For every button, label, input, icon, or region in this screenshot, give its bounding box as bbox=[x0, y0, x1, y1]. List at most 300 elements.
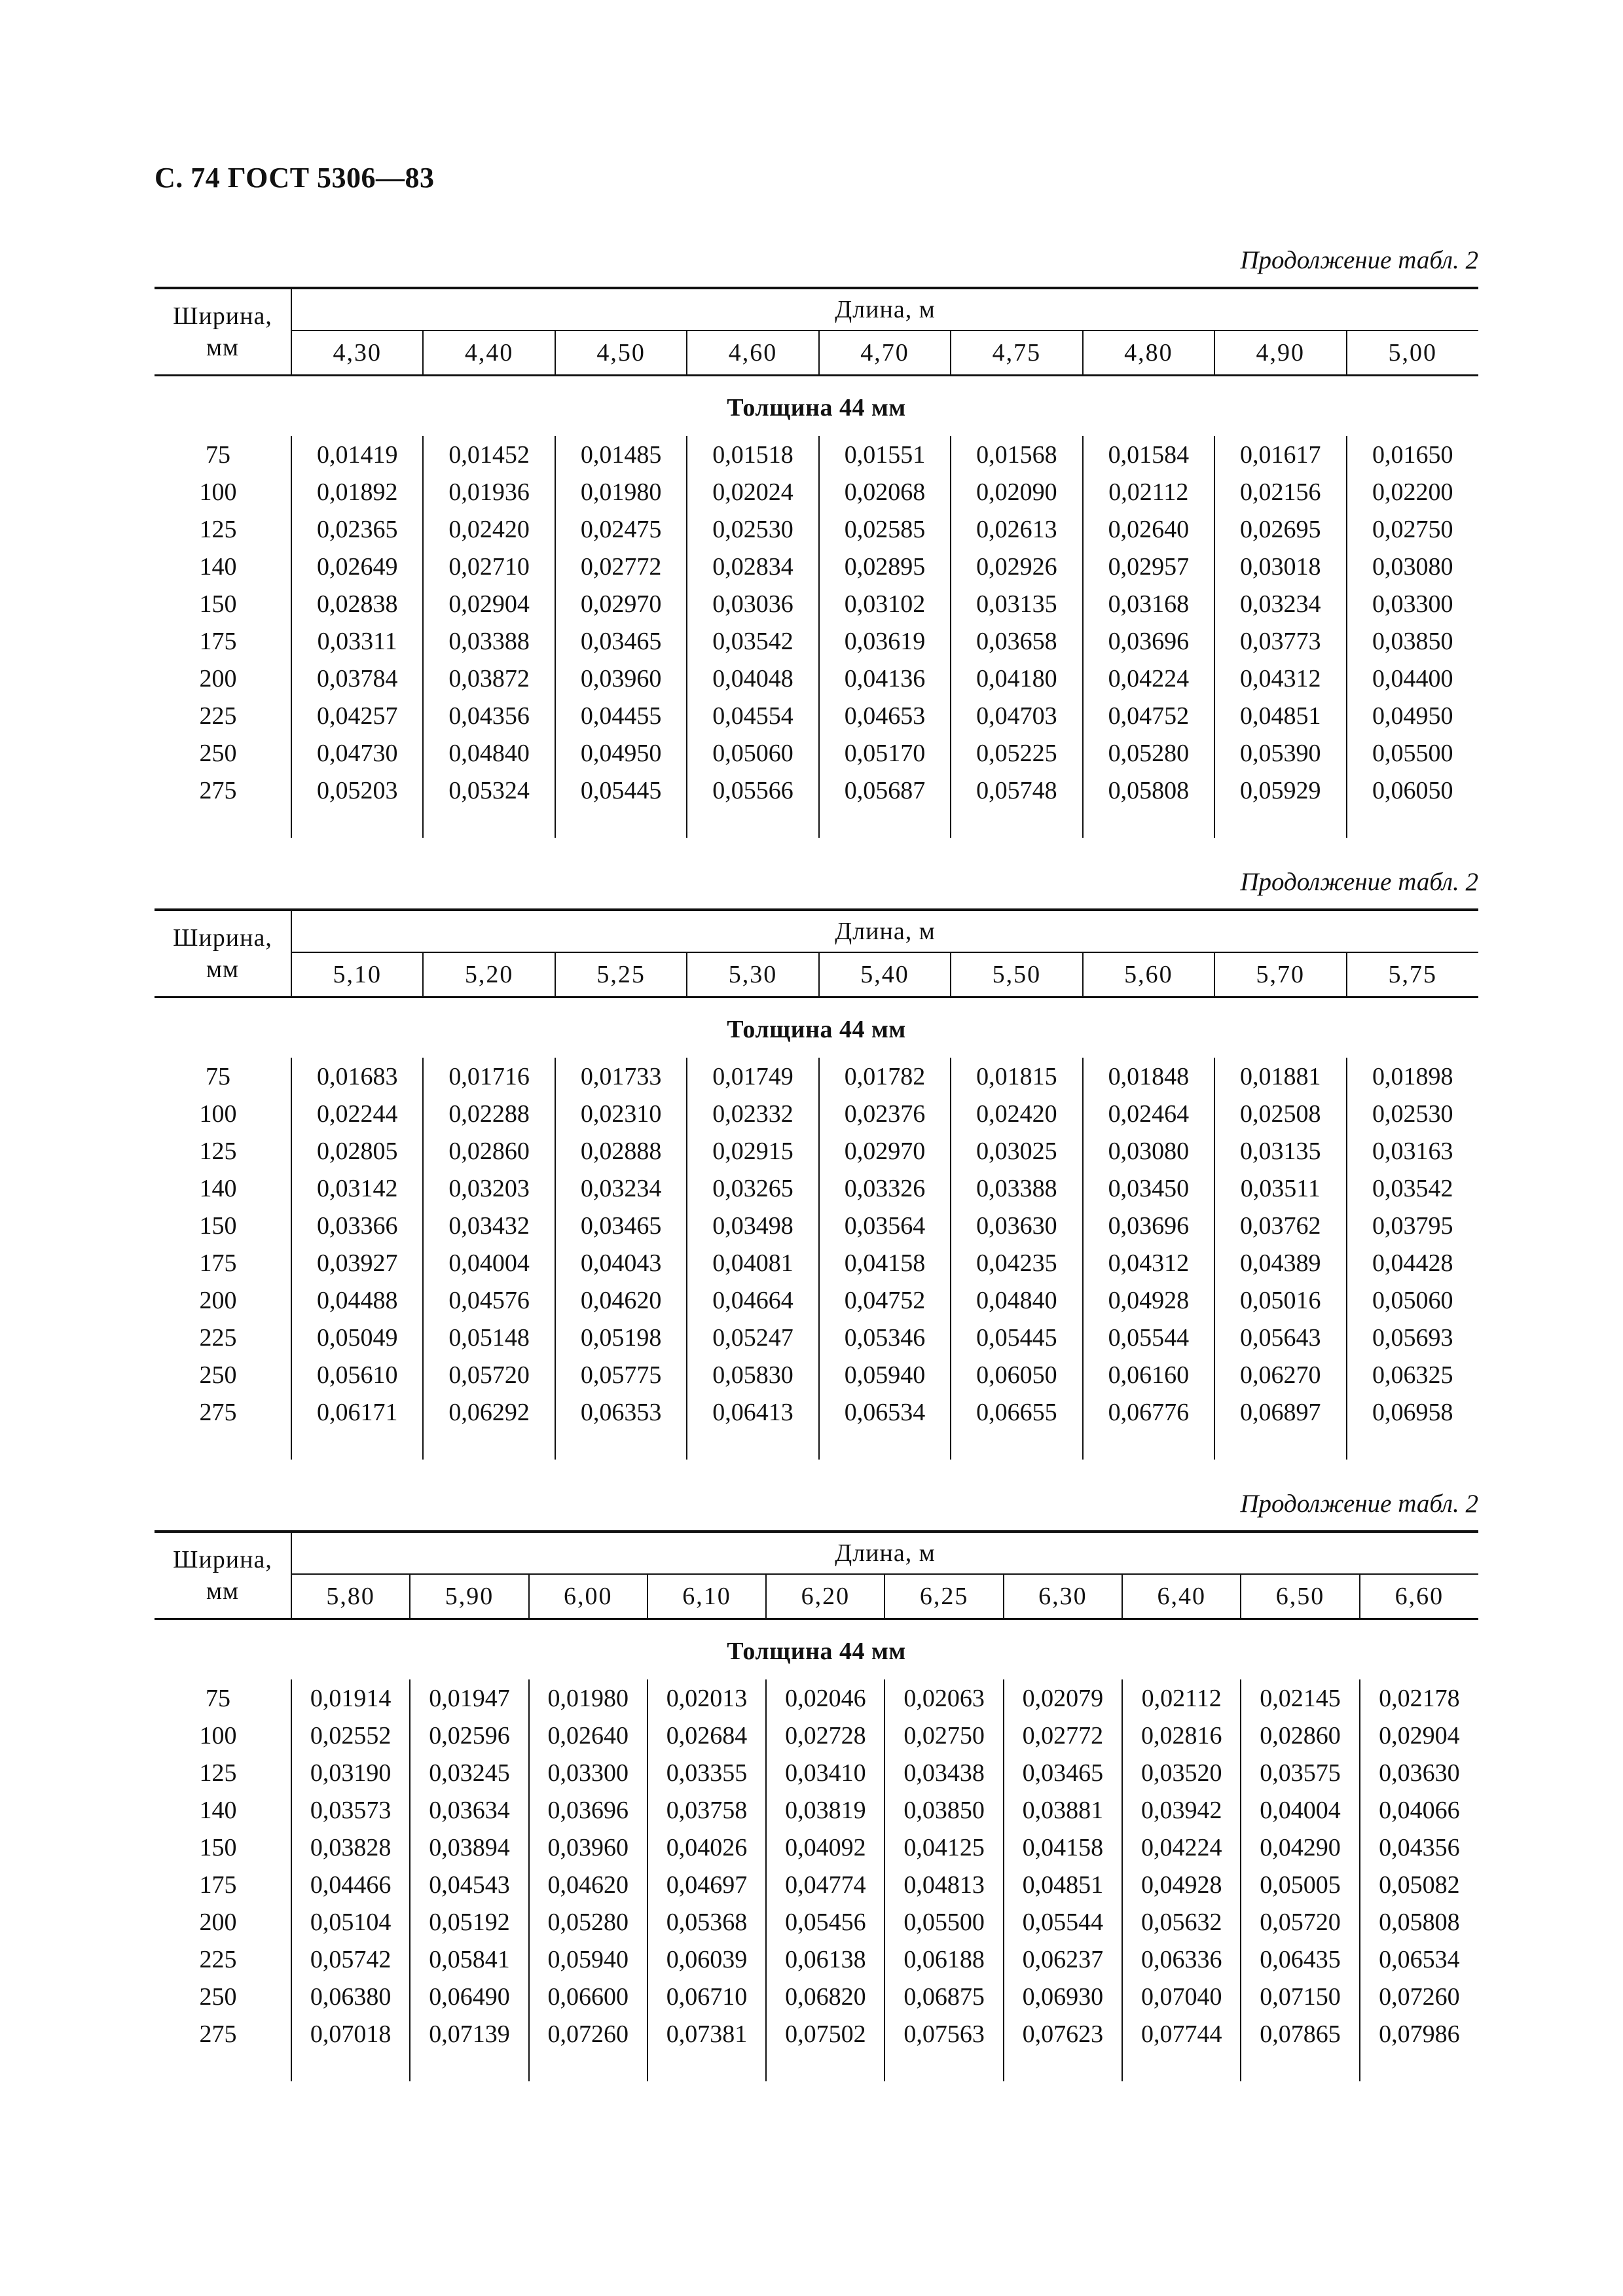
volume-cell: 0,02145 bbox=[1241, 1679, 1359, 1717]
volume-cell: 0,04703 bbox=[951, 697, 1082, 734]
table-row bbox=[155, 1679, 1478, 1717]
volume-cell: 0,01568 bbox=[951, 436, 1082, 473]
thickness-row bbox=[155, 1619, 1478, 1680]
length-column-header: 4,80 bbox=[1083, 331, 1214, 376]
volume-cell: 0,04752 bbox=[819, 1282, 951, 1319]
spacer-cell bbox=[1083, 809, 1214, 838]
volume-cell: 0,02860 bbox=[423, 1132, 555, 1170]
volume-cell: 0,03300 bbox=[1347, 585, 1479, 622]
table-block bbox=[155, 865, 1478, 1460]
volume-cell: 0,04400 bbox=[1347, 660, 1479, 697]
header-row bbox=[155, 910, 1478, 952]
volume-cell: 0,06600 bbox=[529, 1978, 647, 2015]
volume-cell: 0,05060 bbox=[1347, 1282, 1479, 1319]
volume-cell: 0,04840 bbox=[951, 1282, 1082, 1319]
volume-cell: 0,04840 bbox=[423, 734, 555, 772]
volume-cell: 0,01914 bbox=[291, 1679, 410, 1717]
table-row bbox=[155, 1829, 1478, 1866]
thickness-label: Толщина 44 мм bbox=[727, 1016, 906, 1043]
table-row bbox=[155, 772, 1478, 809]
length-column-header: 5,10 bbox=[291, 952, 423, 997]
table-row bbox=[155, 511, 1478, 548]
volume-cell: 0,03696 bbox=[1083, 1207, 1214, 1244]
table-row bbox=[155, 697, 1478, 734]
volume-cell: 0,05324 bbox=[423, 772, 555, 809]
width-cell: 275 bbox=[199, 776, 237, 804]
volume-cell: 0,04774 bbox=[766, 1866, 884, 1903]
volume-cell: 0,01650 bbox=[1347, 436, 1479, 473]
volume-cell: 0,04576 bbox=[423, 1282, 555, 1319]
volume-cell: 0,05500 bbox=[884, 1903, 1003, 1941]
spacer-cell bbox=[423, 809, 555, 838]
volume-cell: 0,02613 bbox=[951, 511, 1082, 548]
volume-cell: 0,02310 bbox=[555, 1095, 687, 1132]
length-header: Длина, м bbox=[291, 910, 1478, 952]
width-cell: 75 bbox=[206, 1684, 230, 1712]
volume-cell: 0,03511 bbox=[1214, 1170, 1346, 1207]
length-column-header: 6,60 bbox=[1360, 1574, 1478, 1619]
width-cell: 225 bbox=[199, 1323, 237, 1352]
volume-cell: 0,05456 bbox=[766, 1903, 884, 1941]
length-column-header: 6,25 bbox=[884, 1574, 1003, 1619]
spacer-cell bbox=[291, 1431, 423, 1460]
volume-cell: 0,05500 bbox=[1347, 734, 1479, 772]
volume-cell: 0,04180 bbox=[951, 660, 1082, 697]
volume-cell: 0,03326 bbox=[819, 1170, 951, 1207]
volume-cell: 0,05929 bbox=[1214, 772, 1346, 809]
volume-cell: 0,06534 bbox=[1360, 1941, 1478, 1978]
width-cell: 100 bbox=[199, 1100, 237, 1128]
volume-cell: 0,06292 bbox=[423, 1393, 555, 1431]
table-row bbox=[155, 1356, 1478, 1393]
volume-cell: 0,04224 bbox=[1083, 660, 1214, 697]
volume-cell: 0,02530 bbox=[1347, 1095, 1479, 1132]
thickness-label: Толщина 44 мм bbox=[727, 1638, 906, 1665]
volume-cell: 0,03542 bbox=[1347, 1170, 1479, 1207]
width-cell: 250 bbox=[199, 1361, 237, 1389]
volume-cell: 0,03696 bbox=[1083, 622, 1214, 660]
length-column-header: 5,30 bbox=[687, 952, 818, 997]
volume-cell: 0,06050 bbox=[1347, 772, 1479, 809]
volume-cell: 0,05720 bbox=[423, 1356, 555, 1393]
width-cell: 200 bbox=[199, 1286, 237, 1314]
volume-cell: 0,05720 bbox=[1241, 1903, 1359, 1941]
volume-cell: 0,05225 bbox=[951, 734, 1082, 772]
volume-cell: 0,03850 bbox=[884, 1791, 1003, 1829]
volume-cell: 0,05445 bbox=[555, 772, 687, 809]
volume-cell: 0,05368 bbox=[647, 1903, 766, 1941]
length-column-header: 6,30 bbox=[1004, 1574, 1122, 1619]
length-values-row bbox=[155, 331, 1478, 376]
volume-cell: 0,02508 bbox=[1214, 1095, 1346, 1132]
volume-cell: 0,05203 bbox=[291, 772, 423, 809]
volume-cell: 0,02772 bbox=[555, 548, 687, 585]
table-row bbox=[155, 734, 1478, 772]
volume-cell: 0,07563 bbox=[884, 2015, 1003, 2053]
volume-cell: 0,03658 bbox=[951, 622, 1082, 660]
thickness-row bbox=[155, 997, 1478, 1058]
length-column-header: 5,00 bbox=[1347, 331, 1479, 376]
volume-cell: 0,03018 bbox=[1214, 548, 1346, 585]
volume-cell: 0,03942 bbox=[1122, 1791, 1241, 1829]
volume-cell: 0,05742 bbox=[291, 1941, 410, 1978]
length-column-header: 5,70 bbox=[1214, 952, 1346, 997]
width-cell: 100 bbox=[199, 1721, 237, 1749]
volume-cell: 0,05940 bbox=[819, 1356, 951, 1393]
width-cell: 150 bbox=[199, 1211, 237, 1240]
volume-cell: 0,04158 bbox=[819, 1244, 951, 1282]
volume-cell: 0,04664 bbox=[687, 1282, 818, 1319]
volume-cell: 0,03432 bbox=[423, 1207, 555, 1244]
volume-cell: 0,02063 bbox=[884, 1679, 1003, 1717]
width-cell: 125 bbox=[199, 1137, 237, 1165]
volume-cell: 0,06270 bbox=[1214, 1356, 1346, 1393]
volume-cell: 0,03465 bbox=[555, 1207, 687, 1244]
volume-cell: 0,06875 bbox=[884, 1978, 1003, 2015]
volume-cell: 0,02552 bbox=[291, 1717, 410, 1754]
volume-cell: 0,04004 bbox=[1241, 1791, 1359, 1829]
volume-cell: 0,01980 bbox=[555, 473, 687, 511]
volume-cell: 0,07865 bbox=[1241, 2015, 1359, 2053]
volume-cell: 0,02420 bbox=[951, 1095, 1082, 1132]
volume-cell: 0,03265 bbox=[687, 1170, 818, 1207]
volume-cell: 0,04428 bbox=[1347, 1244, 1479, 1282]
volume-cell: 0,03450 bbox=[1083, 1170, 1214, 1207]
table-row bbox=[155, 1866, 1478, 1903]
volume-cell: 0,03575 bbox=[1241, 1754, 1359, 1791]
spacer-cell bbox=[155, 809, 291, 838]
spacer-cell bbox=[951, 809, 1082, 838]
volume-table bbox=[155, 908, 1478, 1460]
volume-cell: 0,04851 bbox=[1004, 1866, 1122, 1903]
spacer-cell bbox=[1241, 2053, 1359, 2081]
volume-cell: 0,01683 bbox=[291, 1058, 423, 1095]
table-bottom-spacer bbox=[155, 2053, 1478, 2081]
volume-cell: 0,03696 bbox=[529, 1791, 647, 1829]
volume-cell: 0,04356 bbox=[1360, 1829, 1478, 1866]
volume-cell: 0,02376 bbox=[819, 1095, 951, 1132]
volume-cell: 0,03300 bbox=[529, 1754, 647, 1791]
volume-cell: 0,07018 bbox=[291, 2015, 410, 2053]
spacer-cell bbox=[155, 2053, 291, 2081]
volume-cell: 0,02332 bbox=[687, 1095, 818, 1132]
length-header: Длина, м bbox=[291, 288, 1478, 331]
volume-cell: 0,03872 bbox=[423, 660, 555, 697]
continuation-note: Продолжение табл. 2 bbox=[1240, 1490, 1478, 1518]
volume-cell: 0,06958 bbox=[1347, 1393, 1479, 1431]
width-cell: 140 bbox=[199, 1796, 237, 1824]
width-cell: 100 bbox=[199, 478, 237, 506]
volume-cell: 0,03135 bbox=[1214, 1132, 1346, 1170]
volume-cell: 0,05632 bbox=[1122, 1903, 1241, 1941]
volume-cell: 0,01518 bbox=[687, 436, 818, 473]
volume-cell: 0,04697 bbox=[647, 1866, 766, 1903]
length-column-header: 4,90 bbox=[1214, 331, 1346, 376]
volume-cell: 0,02838 bbox=[291, 585, 423, 622]
length-column-header: 5,80 bbox=[291, 1574, 410, 1619]
width-header: Ширина, мм bbox=[155, 910, 291, 997]
length-column-header: 4,75 bbox=[951, 331, 1082, 376]
volume-cell: 0,03828 bbox=[291, 1829, 410, 1866]
volume-cell: 0,01617 bbox=[1214, 436, 1346, 473]
volume-cell: 0,07381 bbox=[647, 2015, 766, 2053]
length-column-header: 5,50 bbox=[951, 952, 1082, 997]
volume-cell: 0,04066 bbox=[1360, 1791, 1478, 1829]
spacer-cell bbox=[423, 1431, 555, 1460]
volume-cell: 0,04043 bbox=[555, 1244, 687, 1282]
volume-cell: 0,05170 bbox=[819, 734, 951, 772]
volume-cell: 0,02805 bbox=[291, 1132, 423, 1170]
volume-cell: 0,02695 bbox=[1214, 511, 1346, 548]
volume-cell: 0,05280 bbox=[1083, 734, 1214, 772]
volume-cell: 0,04851 bbox=[1214, 697, 1346, 734]
volume-cell: 0,02090 bbox=[951, 473, 1082, 511]
volume-cell: 0,05808 bbox=[1360, 1903, 1478, 1941]
width-cell: 175 bbox=[199, 1249, 237, 1277]
volume-cell: 0,05247 bbox=[687, 1319, 818, 1356]
volume-cell: 0,05566 bbox=[687, 772, 818, 809]
volume-cell: 0,06710 bbox=[647, 1978, 766, 2015]
length-column-header: 5,20 bbox=[423, 952, 555, 997]
volume-cell: 0,01892 bbox=[291, 473, 423, 511]
volume-cell: 0,05049 bbox=[291, 1319, 423, 1356]
volume-cell: 0,06380 bbox=[291, 1978, 410, 2015]
volume-cell: 0,03784 bbox=[291, 660, 423, 697]
spacer-cell bbox=[1214, 809, 1346, 838]
continuation-note: Продолжение табл. 2 bbox=[1240, 868, 1478, 896]
volume-cell: 0,03630 bbox=[951, 1207, 1082, 1244]
volume-cell: 0,04389 bbox=[1214, 1244, 1346, 1282]
volume-cell: 0,03036 bbox=[687, 585, 818, 622]
volume-cell: 0,07986 bbox=[1360, 2015, 1478, 2053]
volume-cell: 0,05148 bbox=[423, 1319, 555, 1356]
spacer-cell bbox=[555, 1431, 687, 1460]
volume-cell: 0,04455 bbox=[555, 697, 687, 734]
volume-cell: 0,03234 bbox=[555, 1170, 687, 1207]
volume-cell: 0,02079 bbox=[1004, 1679, 1122, 1717]
thickness-label: Толщина 44 мм bbox=[727, 394, 906, 422]
volume-cell: 0,03366 bbox=[291, 1207, 423, 1244]
spacer-cell bbox=[884, 2053, 1003, 2081]
length-column-header: 6,10 bbox=[647, 1574, 766, 1619]
volume-cell: 0,03619 bbox=[819, 622, 951, 660]
volume-cell: 0,01452 bbox=[423, 436, 555, 473]
volume-cell: 0,04356 bbox=[423, 697, 555, 734]
volume-cell: 0,06897 bbox=[1214, 1393, 1346, 1431]
volume-cell: 0,06237 bbox=[1004, 1941, 1122, 1978]
volume-cell: 0,07040 bbox=[1122, 1978, 1241, 2015]
volume-cell: 0,07150 bbox=[1241, 1978, 1359, 2015]
volume-cell: 0,03080 bbox=[1347, 548, 1479, 585]
width-cell: 140 bbox=[199, 1174, 237, 1202]
length-column-header: 6,00 bbox=[529, 1574, 647, 1619]
volume-cell: 0,03135 bbox=[951, 585, 1082, 622]
volume-cell: 0,03311 bbox=[291, 622, 423, 660]
volume-cell: 0,03564 bbox=[819, 1207, 951, 1244]
table-row bbox=[155, 1170, 1478, 1207]
volume-cell: 0,06930 bbox=[1004, 1978, 1122, 2015]
table-row bbox=[155, 436, 1478, 473]
volume-cell: 0,02970 bbox=[555, 585, 687, 622]
volume-cell: 0,03795 bbox=[1347, 1207, 1479, 1244]
volume-cell: 0,06820 bbox=[766, 1978, 884, 2015]
volume-cell: 0,01419 bbox=[291, 436, 423, 473]
volume-cell: 0,01749 bbox=[687, 1058, 818, 1095]
volume-cell: 0,06039 bbox=[647, 1941, 766, 1978]
volume-cell: 0,04653 bbox=[819, 697, 951, 734]
volume-cell: 0,05643 bbox=[1214, 1319, 1346, 1356]
length-column-header: 4,40 bbox=[423, 331, 555, 376]
volume-cell: 0,05940 bbox=[529, 1941, 647, 1978]
volume-cell: 0,03190 bbox=[291, 1754, 410, 1791]
volume-cell: 0,04136 bbox=[819, 660, 951, 697]
table-row bbox=[155, 1319, 1478, 1356]
spacer-cell bbox=[766, 2053, 884, 2081]
volume-cell: 0,05687 bbox=[819, 772, 951, 809]
header-row bbox=[155, 288, 1478, 331]
volume-cell: 0,05390 bbox=[1214, 734, 1346, 772]
width-cell: 75 bbox=[206, 1062, 230, 1090]
volume-cell: 0,02288 bbox=[423, 1095, 555, 1132]
volume-cell: 0,02156 bbox=[1214, 473, 1346, 511]
volume-cell: 0,02178 bbox=[1360, 1679, 1478, 1717]
volume-cell: 0,05198 bbox=[555, 1319, 687, 1356]
volume-cell: 0,03960 bbox=[555, 660, 687, 697]
volume-cell: 0,03410 bbox=[766, 1754, 884, 1791]
volume-cell: 0,07502 bbox=[766, 2015, 884, 2053]
volume-cell: 0,02640 bbox=[529, 1717, 647, 1754]
width-cell: 250 bbox=[199, 1982, 237, 2011]
volume-cell: 0,03465 bbox=[555, 622, 687, 660]
width-cell: 140 bbox=[199, 552, 237, 581]
volume-cell: 0,03850 bbox=[1347, 622, 1479, 660]
volume-cell: 0,03498 bbox=[687, 1207, 818, 1244]
width-cell: 150 bbox=[199, 1833, 237, 1861]
volume-cell: 0,02112 bbox=[1122, 1679, 1241, 1717]
volume-cell: 0,02200 bbox=[1347, 473, 1479, 511]
volume-cell: 0,02915 bbox=[687, 1132, 818, 1170]
table-row bbox=[155, 473, 1478, 511]
volume-cell: 0,05280 bbox=[529, 1903, 647, 1941]
spacer-cell bbox=[155, 1431, 291, 1460]
length-column-header: 4,60 bbox=[687, 331, 818, 376]
spacer-cell bbox=[1347, 1431, 1479, 1460]
spacer-cell bbox=[687, 809, 818, 838]
volume-cell: 0,05775 bbox=[555, 1356, 687, 1393]
volume-cell: 0,02710 bbox=[423, 548, 555, 585]
spacer-cell bbox=[819, 809, 951, 838]
volume-cell: 0,06336 bbox=[1122, 1941, 1241, 1978]
volume-cell: 0,07260 bbox=[1360, 1978, 1478, 2015]
width-cell: 200 bbox=[199, 664, 237, 692]
spacer-cell bbox=[1360, 2053, 1478, 2081]
spacer-cell bbox=[291, 809, 423, 838]
volume-table bbox=[155, 287, 1478, 838]
width-header: Ширина, мм bbox=[155, 1532, 291, 1619]
volume-cell: 0,03630 bbox=[1360, 1754, 1478, 1791]
volume-cell: 0,06188 bbox=[884, 1941, 1003, 1978]
header-row bbox=[155, 1532, 1478, 1574]
volume-cell: 0,03142 bbox=[291, 1170, 423, 1207]
volume-cell: 0,02772 bbox=[1004, 1717, 1122, 1754]
volume-cell: 0,02970 bbox=[819, 1132, 951, 1170]
volume-cell: 0,05104 bbox=[291, 1903, 410, 1941]
volume-cell: 0,02024 bbox=[687, 473, 818, 511]
volume-cell: 0,06435 bbox=[1241, 1941, 1359, 1978]
volume-cell: 0,03894 bbox=[410, 1829, 528, 1866]
volume-cell: 0,03168 bbox=[1083, 585, 1214, 622]
table-row bbox=[155, 1791, 1478, 1829]
width-cell: 225 bbox=[199, 702, 237, 730]
table-row bbox=[155, 660, 1478, 697]
volume-cell: 0,01980 bbox=[529, 1679, 647, 1717]
width-cell: 175 bbox=[199, 627, 237, 655]
width-cell: 125 bbox=[199, 1759, 237, 1787]
volume-cell: 0,04026 bbox=[647, 1829, 766, 1866]
volume-cell: 0,04048 bbox=[687, 660, 818, 697]
volume-cell: 0,04813 bbox=[884, 1866, 1003, 1903]
volume-cell: 0,03762 bbox=[1214, 1207, 1346, 1244]
table-row bbox=[155, 1393, 1478, 1431]
volume-cell: 0,04125 bbox=[884, 1829, 1003, 1866]
volume-cell: 0,03355 bbox=[647, 1754, 766, 1791]
spacer-cell bbox=[1083, 1431, 1214, 1460]
width-cell: 225 bbox=[199, 1945, 237, 1973]
volume-cell: 0,01733 bbox=[555, 1058, 687, 1095]
volume-cell: 0,05808 bbox=[1083, 772, 1214, 809]
length-column-header: 5,40 bbox=[819, 952, 951, 997]
volume-cell: 0,02530 bbox=[687, 511, 818, 548]
volume-cell: 0,05082 bbox=[1360, 1866, 1478, 1903]
table-row bbox=[155, 1132, 1478, 1170]
width-cell: 150 bbox=[199, 590, 237, 618]
table-bottom-spacer bbox=[155, 1431, 1478, 1460]
volume-cell: 0,05060 bbox=[687, 734, 818, 772]
length-column-header: 5,90 bbox=[410, 1574, 528, 1619]
volume-cell: 0,03773 bbox=[1214, 622, 1346, 660]
volume-cell: 0,03573 bbox=[291, 1791, 410, 1829]
spacer-cell bbox=[529, 2053, 647, 2081]
volume-cell: 0,04543 bbox=[410, 1866, 528, 1903]
page-header: С. 74 ГОСТ 5306—83 bbox=[155, 162, 435, 194]
volume-cell: 0,02750 bbox=[884, 1717, 1003, 1754]
volume-cell: 0,02244 bbox=[291, 1095, 423, 1132]
length-column-header: 5,60 bbox=[1083, 952, 1214, 997]
width-cell: 275 bbox=[199, 2020, 237, 2048]
volume-cell: 0,07744 bbox=[1122, 2015, 1241, 2053]
volume-cell: 0,06050 bbox=[951, 1356, 1082, 1393]
table-row bbox=[155, 1282, 1478, 1319]
width-cell: 250 bbox=[199, 739, 237, 767]
volume-cell: 0,02013 bbox=[647, 1679, 766, 1717]
spacer-cell bbox=[291, 2053, 410, 2081]
volume-cell: 0,04081 bbox=[687, 1244, 818, 1282]
volume-cell: 0,01815 bbox=[951, 1058, 1082, 1095]
volume-cell: 0,02046 bbox=[766, 1679, 884, 1717]
volume-cell: 0,03163 bbox=[1347, 1132, 1479, 1170]
volume-cell: 0,05748 bbox=[951, 772, 1082, 809]
length-column-header: 4,30 bbox=[291, 331, 423, 376]
volume-cell: 0,04004 bbox=[423, 1244, 555, 1282]
volume-cell: 0,01782 bbox=[819, 1058, 951, 1095]
volume-cell: 0,06160 bbox=[1083, 1356, 1214, 1393]
volume-cell: 0,01584 bbox=[1083, 436, 1214, 473]
volume-cell: 0,03927 bbox=[291, 1244, 423, 1282]
length-column-header: 5,25 bbox=[555, 952, 687, 997]
length-header: Длина, м bbox=[291, 1532, 1478, 1574]
volume-cell: 0,02834 bbox=[687, 548, 818, 585]
spacer-cell bbox=[819, 1431, 951, 1460]
